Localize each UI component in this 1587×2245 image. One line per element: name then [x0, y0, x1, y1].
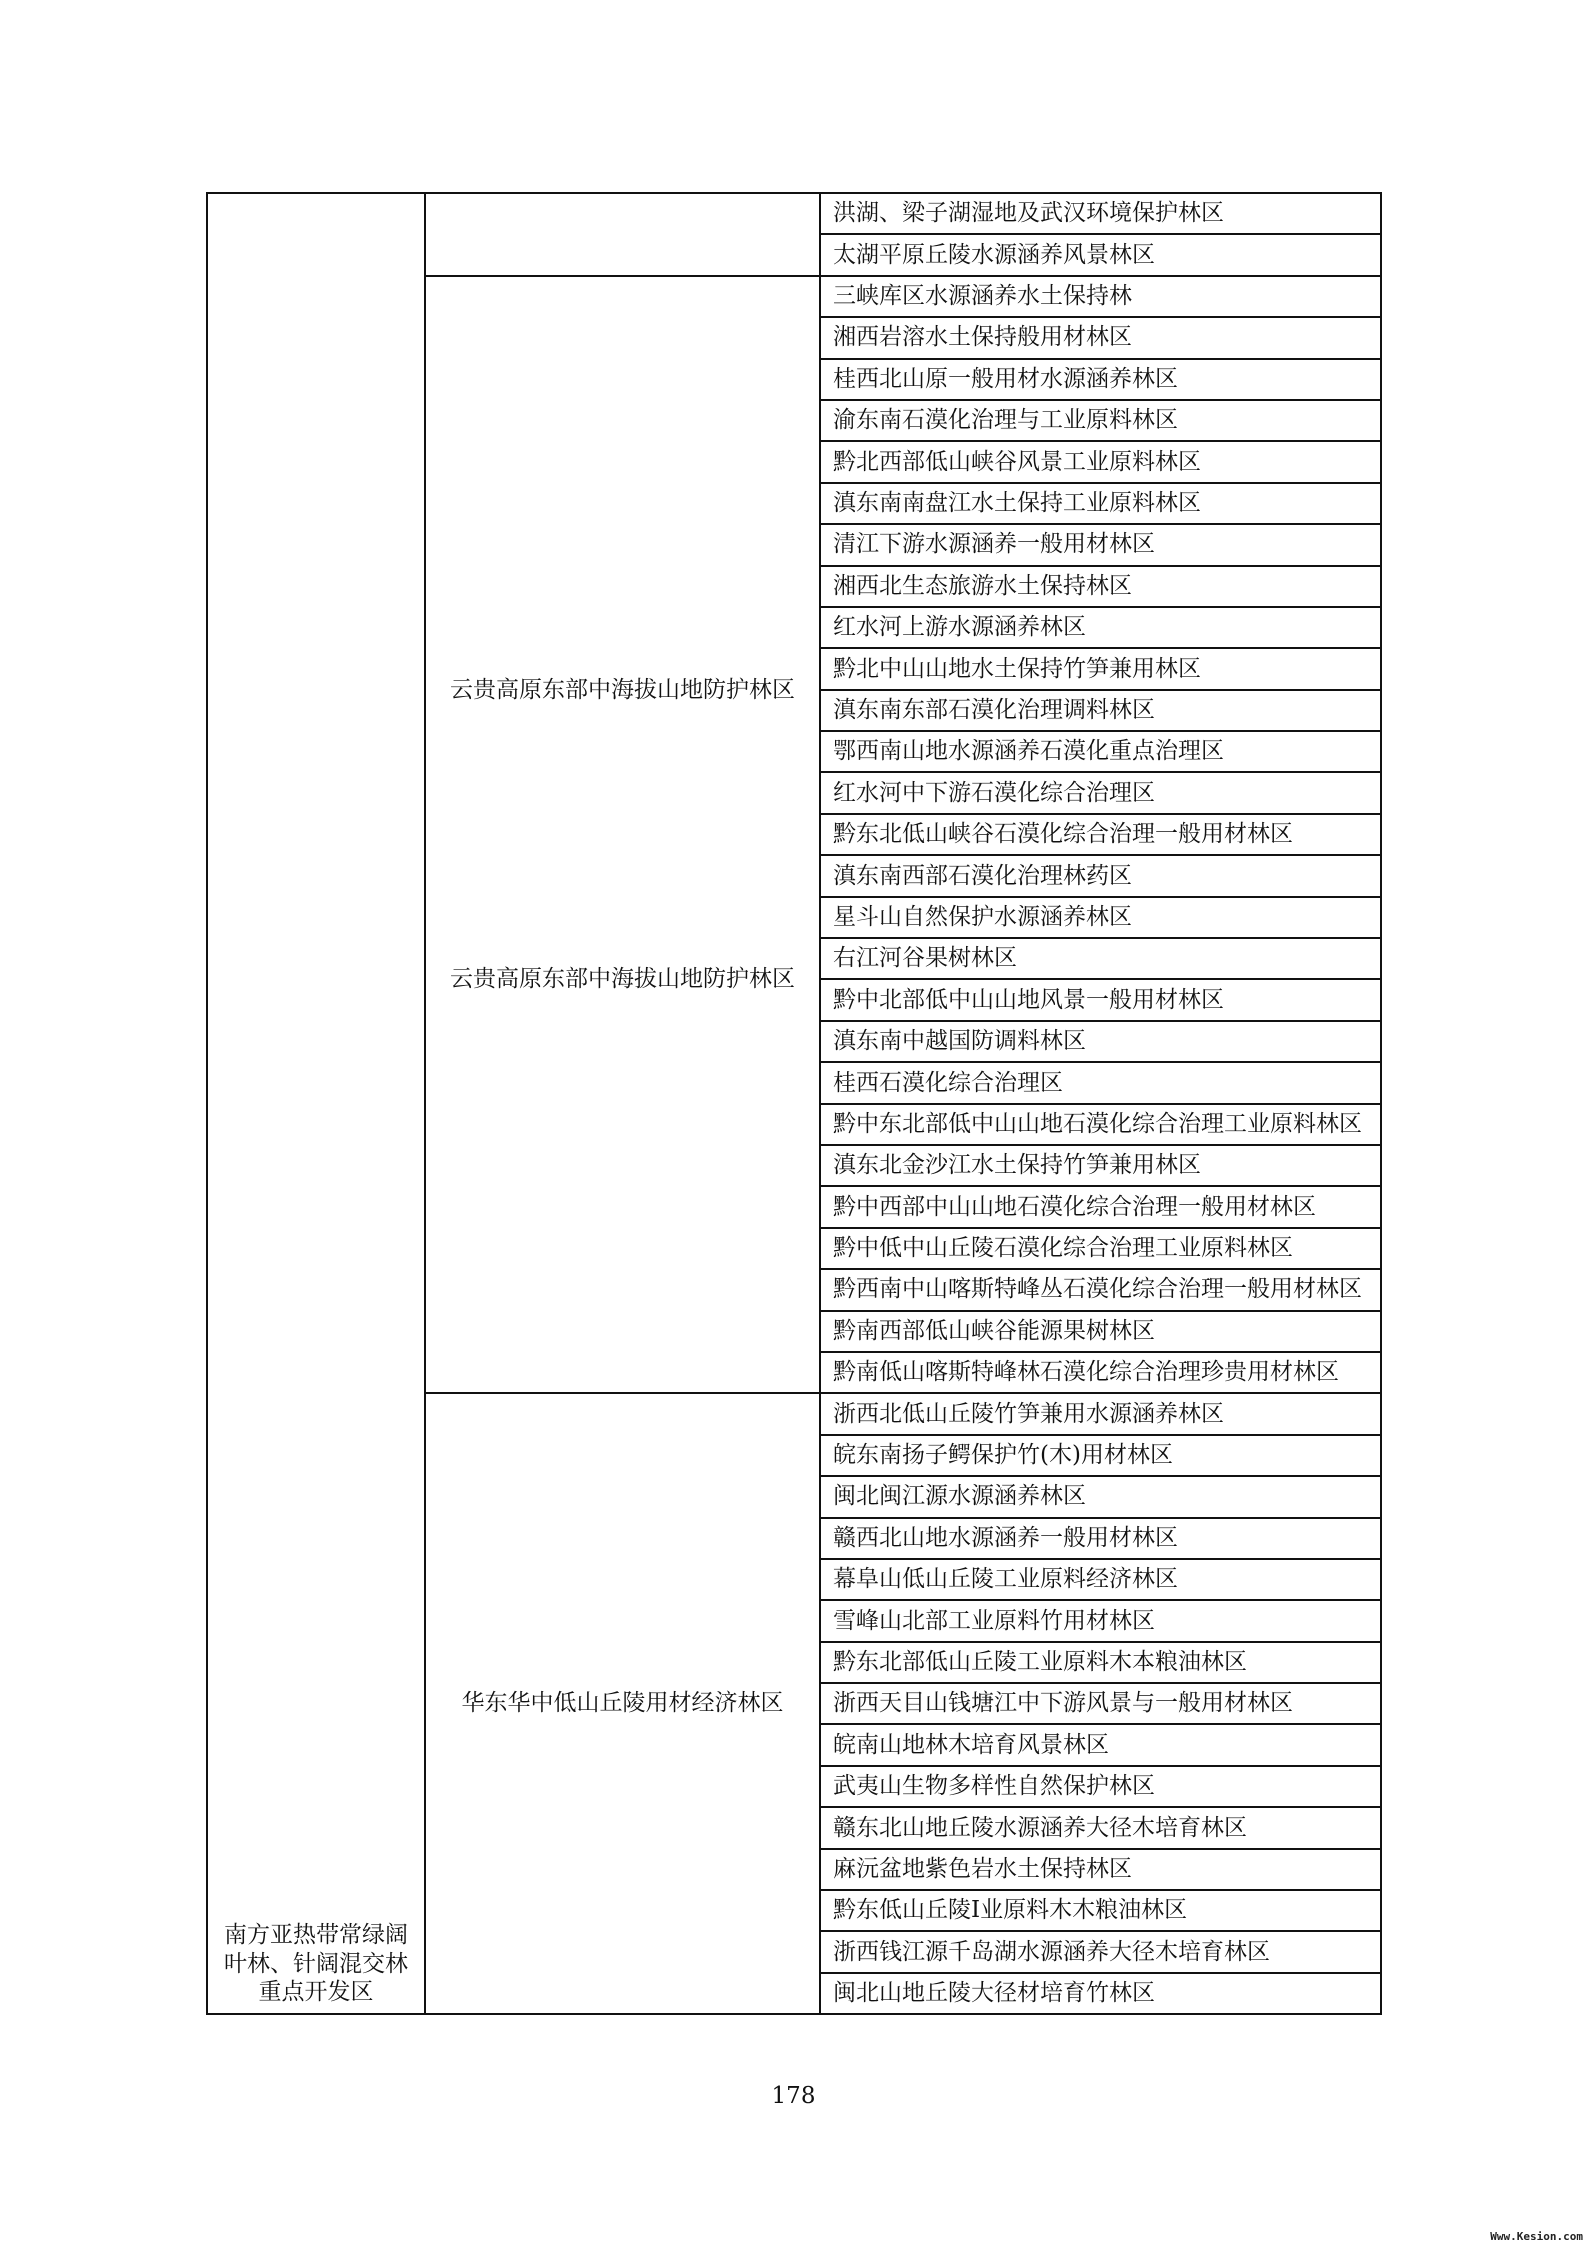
- forest-area-cell: 星斗山自然保护水源涵养林区: [820, 897, 1381, 938]
- forest-area-cell: 黔中西部中山山地石漠化综合治理一般用材林区: [820, 1186, 1381, 1227]
- forest-area-cell: 浙西北低山丘陵竹笋兼用水源涵养林区: [820, 1393, 1381, 1434]
- forest-area-cell: 滇东北金沙江水土保持竹笋兼用林区: [820, 1145, 1381, 1186]
- forest-area-cell: 湘西岩溶水土保持般用材林区: [820, 317, 1381, 358]
- forest-area-cell: 赣西北山地水源涵养一般用材林区: [820, 1518, 1381, 1559]
- forest-area-cell: 麻沅盆地紫色岩水土保持林区: [820, 1849, 1381, 1890]
- region-cell: 南方亚热带常绿阔叶林、针阔混交林重点开发区: [207, 193, 425, 2014]
- forest-area-cell: 武夷山生物多样性自然保护林区: [820, 1766, 1381, 1807]
- forest-area-cell: 鄂西南山地水源涵养石漠化重点治理区: [820, 731, 1381, 772]
- forest-area-cell: 闽北闽江源水源涵养林区: [820, 1476, 1381, 1517]
- forest-area-cell: 黔东北部低山丘陵工业原料木本粮油林区: [820, 1642, 1381, 1683]
- forest-area-cell: 赣东北山地丘陵水源涵养大径木培育林区: [820, 1807, 1381, 1848]
- forest-area-cell: 滇东南东部石漠化治理调料林区: [820, 690, 1381, 731]
- forest-area-cell: 滇东南中越国防调料林区: [820, 1021, 1381, 1062]
- subzone-cell: [425, 193, 820, 276]
- forest-area-cell: 太湖平原丘陵水源涵养风景林区: [820, 234, 1381, 275]
- forest-area-cell: 闽北山地丘陵大径材培育竹林区: [820, 1973, 1381, 2014]
- forest-area-cell: 黔中北部低中山山地风景一般用材林区: [820, 979, 1381, 1020]
- forest-area-cell: 皖东南扬子鳄保护竹(木)用材林区: [820, 1435, 1381, 1476]
- subzone-cell: [425, 276, 820, 1394]
- forest-area-cell: 洪湖、梁子湖湿地及武汉环境保护林区: [820, 193, 1381, 234]
- forest-area-cell: 黔东北低山峡谷石漠化综合治理一般用材林区: [820, 814, 1381, 855]
- forest-area-cell: 右江河谷果树林区: [820, 938, 1381, 979]
- forest-area-cell: 黔北中山山地水土保持竹笋兼用林区: [820, 648, 1381, 689]
- forest-area-cell: 渝东南石漠化治理与工业原料林区: [820, 400, 1381, 441]
- forest-area-cell: 桂西北山原一般用材水源涵养林区: [820, 359, 1381, 400]
- forest-area-cell: 三峡库区水源涵养水土保持林: [820, 276, 1381, 317]
- watermark: Www.Kesion.com: [1490, 2230, 1583, 2243]
- forest-area-cell: 黔北西部低山峡谷风景工业原料林区: [820, 441, 1381, 482]
- forest-area-cell: 雪峰山北部工业原料竹用材林区: [820, 1600, 1381, 1641]
- subzone-name: 云贵高原东部中海拔山地防护林区: [450, 676, 795, 703]
- forest-area-cell: 黔中低中山丘陵石漠化综合治理工业原料林区: [820, 1228, 1381, 1269]
- forest-area-cell: 黔南低山喀斯特峰林石漠化综合治理珍贵用材林区: [820, 1352, 1381, 1393]
- table-row: [207, 193, 1381, 234]
- forest-area-cell: 红水河上游水源涵养林区: [820, 607, 1381, 648]
- forest-area-cell: 浙西钱江源千岛湖水源涵养大径木培育林区: [820, 1931, 1381, 1972]
- forest-area-cell: 桂西石漠化综合治理区: [820, 1062, 1381, 1103]
- forest-area-cell: 浙西天目山钱塘江中下游风景与一般用材林区: [820, 1683, 1381, 1724]
- forest-area-cell: 红水河中下游石漠化综合治理区: [820, 772, 1381, 813]
- forest-area-cell: 清江下游水源涵养一般用材林区: [820, 524, 1381, 565]
- forest-area-cell: 黔西南中山喀斯特峰丛石漠化综合治理一般用材林区: [820, 1269, 1381, 1310]
- forest-area-cell: 幕阜山低山丘陵工业原料经济林区: [820, 1559, 1381, 1600]
- forest-zone-table: [206, 192, 1382, 2015]
- subzone-name-repeat: 云贵高原东部中海拔山地防护林区: [450, 965, 795, 992]
- page-number: 178: [771, 2083, 816, 2109]
- forest-area-cell: 黔中东北部低中山山地石漠化综合治理工业原料林区: [820, 1104, 1381, 1145]
- forest-area-cell: 黔东低山丘陵Ⅰ业原料木木粮油林区: [820, 1890, 1381, 1931]
- forest-area-cell: 滇东南西部石漠化治理林药区: [820, 855, 1381, 896]
- subzone-cell: 华东华中低山丘陵用材经济林区: [425, 1393, 820, 2014]
- forest-area-cell: 黔南西部低山峡谷能源果树林区: [820, 1311, 1381, 1352]
- forest-area-cell: 滇东南南盘江水土保持工业原料林区: [820, 483, 1381, 524]
- forest-area-cell: 皖南山地林木培育风景林区: [820, 1724, 1381, 1765]
- forest-area-cell: 湘西北生态旅游水土保持林区: [820, 566, 1381, 607]
